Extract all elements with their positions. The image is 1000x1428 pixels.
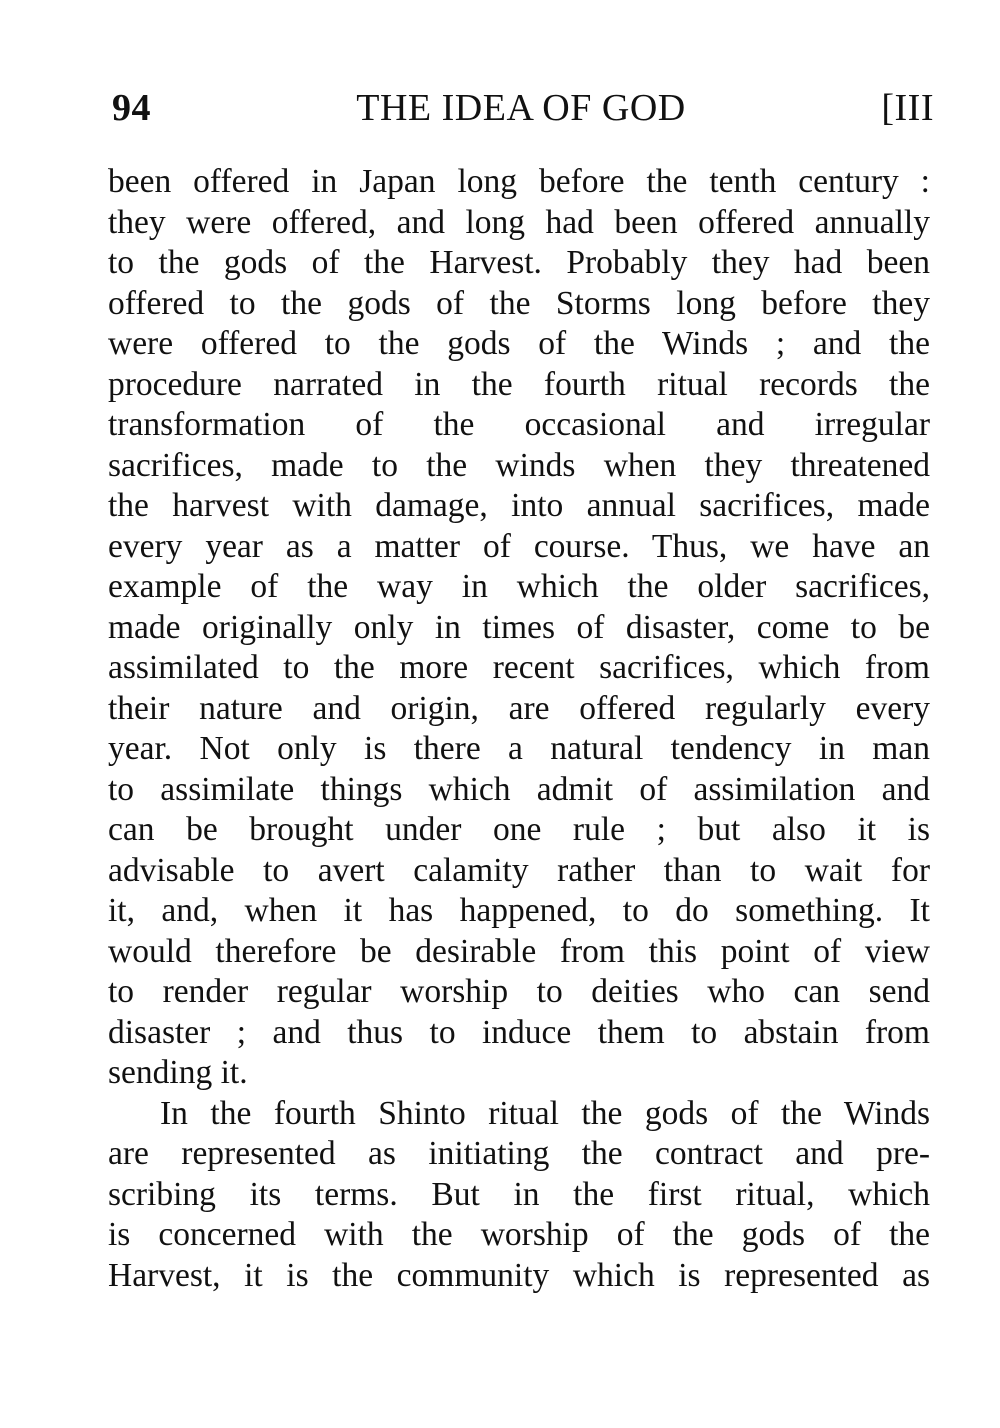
text-line: were offered to the gods of the Winds ; and the [108,325,930,362]
text-line: procedure narrated in the fourth ritual records the [108,365,930,403]
text-line: example of the way in which the older sacrifices, [108,568,930,605]
text-line: year. Not only is there a natural tendency in man [108,730,930,767]
text-line: it, and, when it has happened, to do something. It [108,892,930,929]
text-line: would therefore be desirable from this point of view [108,932,930,970]
text-line: scribing its terms. But in the first ritual, which [108,1175,930,1213]
text-line: their nature and origin, are offered regularly every [108,689,930,727]
text-line: assimilated to the more recent sacrifices, which from [108,649,930,686]
text-line: every year as a matter of course. Thus, we have an [108,527,930,565]
paragraph [108,1094,930,1297]
text-line: the harvest with damage, into annual sacrifices, made [108,487,930,524]
text-line: offered to the gods of the Storms long before they [108,284,930,322]
page-header [108,86,934,136]
text-line: sending it. [108,1054,248,1091]
text-line: to render regular worship to deities who can send [108,973,930,1010]
paragraph [108,162,930,1094]
page-number: 94 [112,87,151,129]
text-line: In the fourth Shinto ritual the gods of the Winds [160,1094,930,1132]
text-line: sacrifices, made to the winds when they threatened [108,446,930,484]
text-line: is concerned with the worship of the gods of the [108,1216,930,1253]
text-line: to the gods of the Harvest. Probably they had been [108,244,930,281]
text-line: transformation of the occasional and irregular [108,406,930,443]
text-line: can be brought under one rule ; but also it is [108,811,930,848]
running-title: THE IDEA OF GOD [356,87,686,129]
text-line: they were offered, and long had been offered annually [108,203,930,241]
text-line: advisable to avert calamity rather than to wait for [108,851,930,889]
text-line: disaster ; and thus to induce them to abstain from [108,1013,930,1051]
text-line: are represented as initiating the contract and pre- [108,1135,930,1172]
text-line: made originally only in times of disaster, come to be [108,608,930,646]
text-line: to assimilate things which admit of assimilation and [108,770,930,808]
chapter-number: [III [881,87,934,129]
text-line: been offered in Japan long before the tenth century : [108,163,930,200]
body-text [108,162,930,1296]
text-line: Harvest, it is the community which is represented as [108,1256,930,1294]
